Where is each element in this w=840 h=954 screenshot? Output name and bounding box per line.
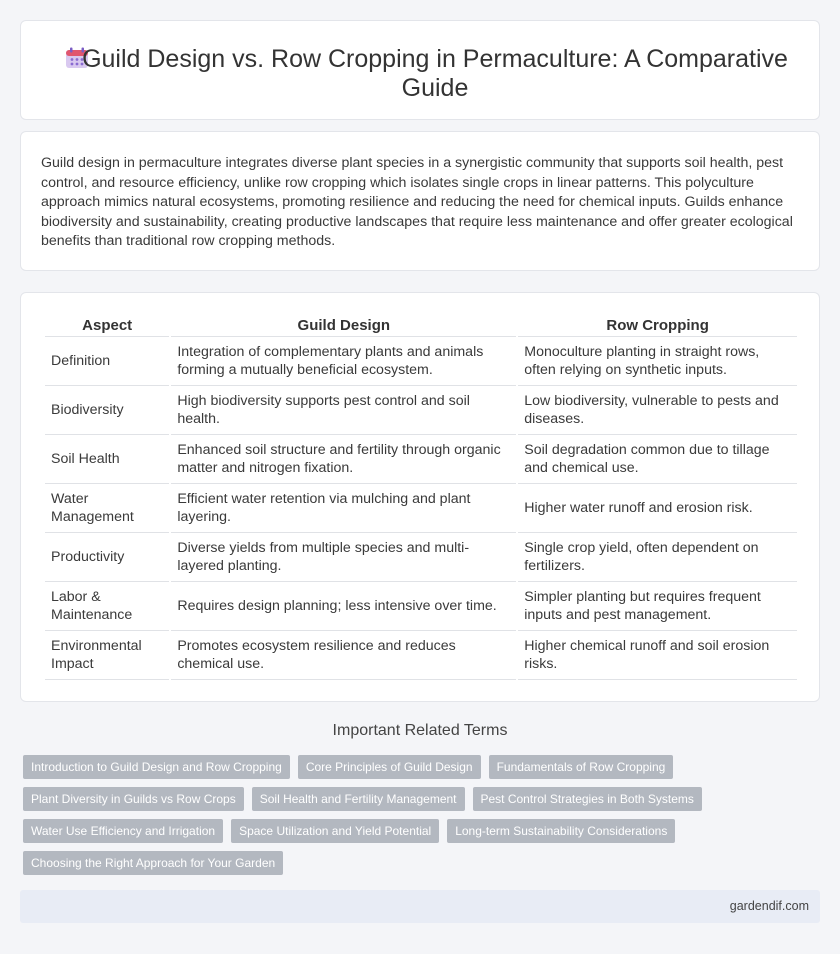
footer <box>20 890 820 923</box>
cell-row: Single crop yield, often dependent on fertilizers. <box>518 533 797 582</box>
cell-row: Higher chemical runoff and soil erosion risks. <box>518 631 797 680</box>
table-row <box>45 337 797 386</box>
cell-aspect: Water Management <box>45 484 169 533</box>
cell-guild: Enhanced soil structure and fertility through organic matter and nitrogen fixation. <box>171 435 516 484</box>
cell-guild: Integration of complementary plants and animals forming a mutually beneficial ecosystem. <box>171 337 516 386</box>
cell-aspect: Productivity <box>45 533 169 582</box>
cell-row: Higher water runoff and erosion risk. <box>518 484 797 533</box>
cell-aspect: Labor & Maintenance <box>45 582 169 631</box>
cell-row: Simpler planting but requires frequent inputs and pest management. <box>518 582 797 631</box>
cell-guild: Requires design planning; less intensive over time. <box>171 582 516 631</box>
table-row <box>45 435 797 484</box>
table-row <box>45 533 797 582</box>
table-header-row <box>45 315 797 337</box>
table-row <box>45 386 797 435</box>
cell-aspect: Environmental Impact <box>45 631 169 680</box>
cell-guild: Diverse yields from multiple species and multi-layered planting. <box>171 533 516 582</box>
cell-aspect: Definition <box>45 337 169 386</box>
title-card <box>20 20 820 120</box>
intro-card <box>20 131 820 271</box>
table-row <box>45 582 797 631</box>
header-row-cropping: Row Cropping <box>518 315 797 337</box>
page-title: Guild Design vs. Row Cropping in Permaculture: A Comparative Guide <box>82 45 788 102</box>
related-terms-list <box>23 755 803 875</box>
related-term-tag[interactable]: Fundamentals of Row Cropping <box>489 755 674 779</box>
related-term-tag[interactable]: Plant Diversity in Guilds vs Row Crops <box>23 787 244 811</box>
related-terms-title: Important Related Terms <box>332 722 508 739</box>
comparison-table <box>43 315 799 680</box>
related-term-tag[interactable]: Core Principles of Guild Design <box>298 755 481 779</box>
related-term-tag[interactable]: Choosing the Right Approach for Your Garden <box>23 851 283 875</box>
cell-guild: Promotes ecosystem resilience and reduces chemical use. <box>171 631 516 680</box>
cell-aspect: Soil Health <box>45 435 169 484</box>
related-term-tag[interactable]: Water Use Efficiency and Irrigation <box>23 819 223 843</box>
cell-row: Monoculture planting in straight rows, often relying on synthetic inputs. <box>518 337 797 386</box>
cell-row: Soil degradation common due to tillage and chemical use. <box>518 435 797 484</box>
related-term-tag[interactable]: Long-term Sustainability Considerations <box>447 819 675 843</box>
related-term-tag[interactable]: Introduction to Guild Design and Row Cropping <box>23 755 290 779</box>
related-term-tag[interactable]: Soil Health and Fertility Management <box>252 787 465 811</box>
table-row <box>45 631 797 680</box>
header-guild-design: Guild Design <box>171 315 516 337</box>
header-aspect: Aspect <box>45 315 169 337</box>
table-row <box>45 484 797 533</box>
cell-aspect: Biodiversity <box>45 386 169 435</box>
related-term-tag[interactable]: Pest Control Strategies in Both Systems <box>473 787 702 811</box>
comparison-card <box>20 292 820 702</box>
intro-paragraph: Guild design in permaculture integrates diverse plant species in a synergistic community that supports soil health, pest control, and resource efficiency, unlike row cropping which isolates single crops in linear patterns. This polyculture approach mimics natural ecosystems, promoting resilience and reducing the need for chemical inputs. Guilds enhance biodiversity and sustainability, creating productive landscapes that require less maintenance and offer greater ecological benefits than traditional row cropping methods. <box>41 155 793 250</box>
cell-guild: High biodiversity supports pest control and soil health. <box>171 386 516 435</box>
related-term-tag[interactable]: Space Utilization and Yield Potential <box>231 819 439 843</box>
cell-row: Low biodiversity, vulnerable to pests and diseases. <box>518 386 797 435</box>
cell-guild: Efficient water retention via mulching and plant layering. <box>171 484 516 533</box>
footer-site-link[interactable]: gardendif.com <box>729 899 809 913</box>
